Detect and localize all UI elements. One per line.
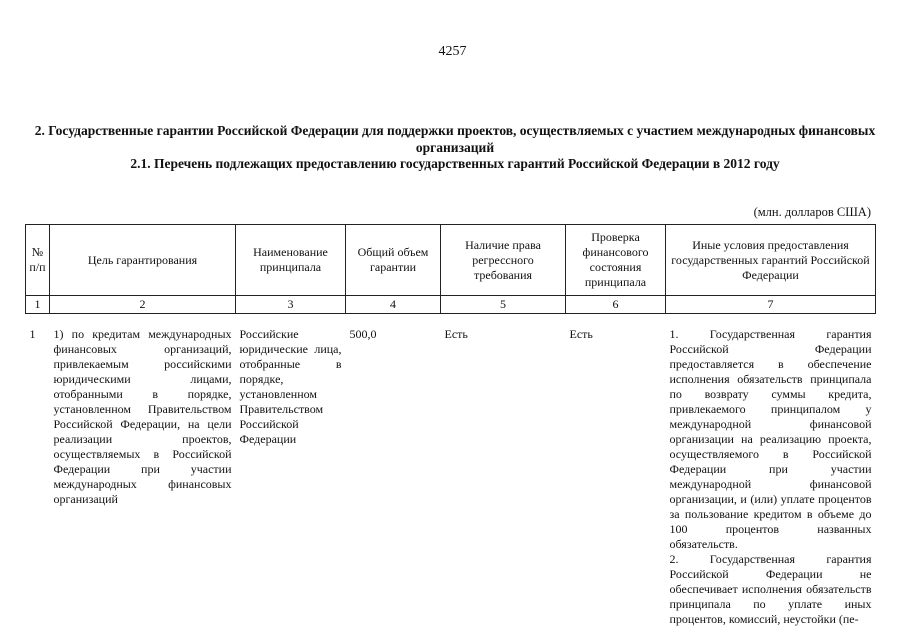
condition-paragraph: 2. Государственная гарантия Российской Федерации не обеспечивает исполнения обязательств принципала по уплате иных процентов, комиссий, неустойки (пе-	[669, 552, 872, 626]
principal-name: Российские юридические лица, отобранные в порядке, установленном Правительством Российской Федерации	[239, 327, 342, 446]
column-number: 7	[666, 296, 876, 314]
other-conditions	[666, 314, 876, 628]
column-number: 5	[441, 296, 566, 314]
units-note: (млн. долларов США)	[753, 205, 871, 219]
guarantee-purpose: 1) по кредитам международных финансовых организаций, привлекаемым российскими юридическими лицами, отобранными в порядке, установленном Правительством Российской Федерации, на цели реализации проектов, осуществляемых в Российской Федерации при участии международных финансовых организаций	[53, 327, 232, 506]
table-row	[26, 314, 876, 628]
column-number: 2	[50, 296, 236, 314]
condition-paragraph: 1. Государственная гарантия Российской Федерации предоставляется в обеспечение исполнения обязательств принципала по возврату суммы кредита, привлекаемого принципалом у международной финансовой организации на реализацию проекта, осуществляемого в Российской Федерации при участии международной финансовой организации, и (или) уплате процентов за пользование кредитом в объеме до 100 процентов названных обязательств.	[669, 327, 872, 551]
column-number: 1	[26, 296, 50, 314]
header-purpose: Цель гарантирования	[50, 225, 236, 296]
header-amount: Общий объем гарантии	[346, 225, 441, 296]
header-principal: Наименование принципала	[236, 225, 346, 296]
row-number: 1	[29, 327, 36, 341]
guarantee-amount: 500,0	[349, 327, 377, 341]
header-recourse: Наличие права регрессного требования	[441, 225, 566, 296]
column-number: 6	[566, 296, 666, 314]
financial-check: Есть	[569, 327, 593, 341]
column-number-row	[26, 296, 876, 314]
page-number: 4257	[438, 44, 467, 59]
recourse-right: Есть	[444, 327, 468, 341]
guarantees-table	[25, 224, 876, 627]
header-financial-check: Проверка финансового состояния принципала	[566, 225, 666, 296]
column-number: 4	[346, 296, 441, 314]
header-other-conditions: Иные условия предоставления государственных гарантий Российской Федерации	[666, 225, 876, 296]
subsection-heading: 2.1. Перечень подлежащих предоставлению государственных гарантий Российской Федерации в 2012 году	[130, 156, 780, 171]
section-heading: 2. Государственные гарантии Российской Федерации для поддержки проектов, осуществляемых с участием международных финансовых организаций	[34, 123, 876, 155]
column-number: 3	[236, 296, 346, 314]
table-header-row	[26, 225, 876, 296]
header-number: № п/п	[26, 225, 50, 296]
